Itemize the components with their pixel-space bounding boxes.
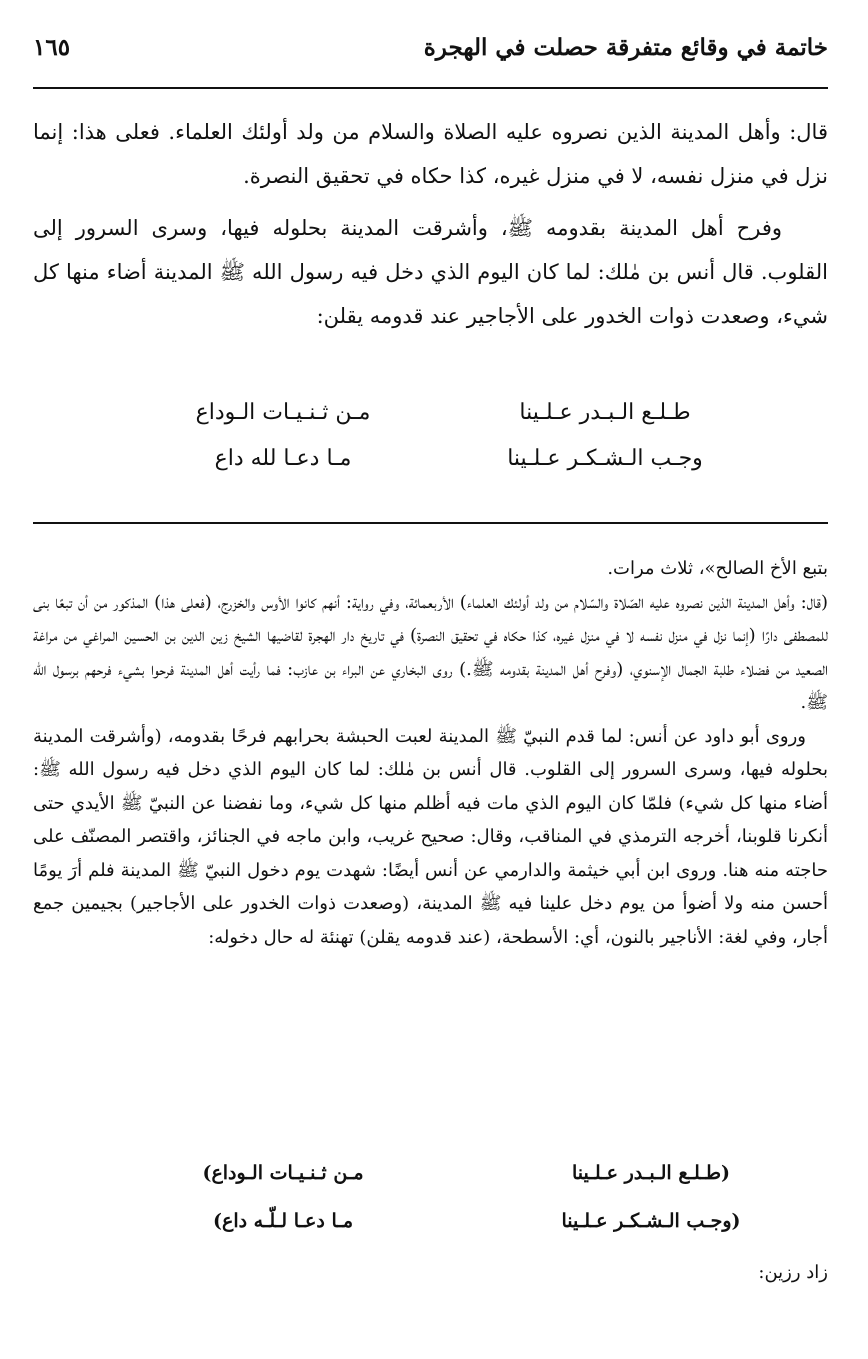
main-text bbox=[33, 110, 828, 338]
commentary-notes bbox=[33, 552, 828, 954]
main-paragraph-2: وفرح أهل المدينة بقدومه ﷺ، وأشرقت المدينة بحلوله فيها، وسرى السرور إلى القلوب. قال أنس بن مٰلك: لما كان اليوم الذي دخل فيه رسول الله ﷺ المدينة أضاء منها كل شيء، وصعدت ذوات الخدور على الأجاجير عند قدومه يقلن: bbox=[33, 216, 828, 328]
header-rule bbox=[33, 87, 828, 89]
note-line-1: بتبع الأخ الصالح»، ثلاث مرات. bbox=[607, 558, 828, 579]
note-paragraph-2: (قال: وأهل المدينة الذين نصروه عليه الصّلاة والسّلام من ولد أولئك العلماء) الأربعمائة، وفي رواية: أنهم كانوا الأوس والخزرج، (فعلى هذا) المذكور من أن تبعًا بنى للمصطفى دارًا (إنما نزل في منزل نفسه لا في منزل غيره، كذا حكاه في تحقيق النصرة) في تاريخ دار الهجرة لقاضيها الشيخ زين الدين بن الحسين المراغي من مراغة الصعيد من فضلاء طلبة الجمال الإسنوي، (وفرح أهل المدينة بقدومه ﷺ.) روى البخاري عن البراء بن عازب: فما رأيت أهل المدينة فرحوا بشيء فرحهم برسول الله ﷺ. bbox=[33, 591, 828, 713]
note-poem-line-2-first-hemistich: (وجـب الـشـكـر عـلـينا bbox=[561, 1210, 741, 1232]
note-poem-line-1-first-hemistich: (طـلـع الـبـدر عـلـينا bbox=[572, 1162, 730, 1184]
note-paragraph-3: وروى أبو داود عن أنس: لما قدم النبيّ ﷺ المدينة لعبت الحبشة بحرابهم فرحًا بقدومه، (وأشرقت المدينة بحلوله فيها، وسرى السرور إلى القلوب. قال أنس بن مٰلك: لما كان اليوم الذي دخل فيه رسول الله ﷺ: أضاء منها كل شيء) فلمّا كان اليوم الذي مات فيه أظلم منها كل شيء، وما نفضنا عن النبيّ ﷺ الأيدي حتى أنكرنا قلوبنا، أخرجه الترمذي في المناقب، وقال: صحيح غريب، وابن ماجه في الجنائز، واقتصر المصنّف على حاجته منه هنا. وروى ابن أبي خيثمة والدارمي عن أنس أيضًا: شهدت يوم دخول النبيّ ﷺ المدينة فلم أرَ يومًا أحسن منه ولا أضوأ من يوم دخل علينا فيه ﷺ المدينة، (وصعدت ذوات الخدور على الأجاجير) بجيمين جمع أجار، وفي لغة: الأناجير بالنون، أي: الأسطحة، (عند قدومه يقلن) تهنئة له حال دخوله: bbox=[33, 725, 829, 948]
page-number: ١٦٥ bbox=[33, 34, 71, 61]
poem-line-1-first-hemistich: طـلـع الـبـدر عـلـينا bbox=[519, 400, 691, 425]
poem-line-1-second-hemistich: مـن ثـنـيـات الـوداع bbox=[195, 400, 371, 425]
note-tail: زاد رزين: bbox=[758, 1262, 828, 1283]
footnote-separator bbox=[33, 522, 828, 524]
poem-line-2-second-hemistich: مـا دعـا لله داع bbox=[214, 446, 352, 471]
note-poem-line-1-second-hemistich: مـن ثـنـيـات الـوداع) bbox=[202, 1162, 364, 1184]
poem-line-2-first-hemistich: وجـب الـشـكـر عـلـينا bbox=[507, 446, 703, 471]
note-poem-line-2-second-hemistich: مـا دعـا لـلّـه داع) bbox=[213, 1210, 353, 1232]
page-header bbox=[33, 34, 828, 86]
running-title: خاتمة في وقائع متفرقة حصلت في الهجرة bbox=[423, 34, 828, 61]
main-paragraph-1: قال: وأهل المدينة الذين نصروه عليه الصلاة والسلام من ولد أولئك العلماء. فعلى هذا: إنما نزل في منزل نفسه، لا في منزل غيره، كذا حكاه في تحقيق النصرة. bbox=[33, 120, 828, 188]
